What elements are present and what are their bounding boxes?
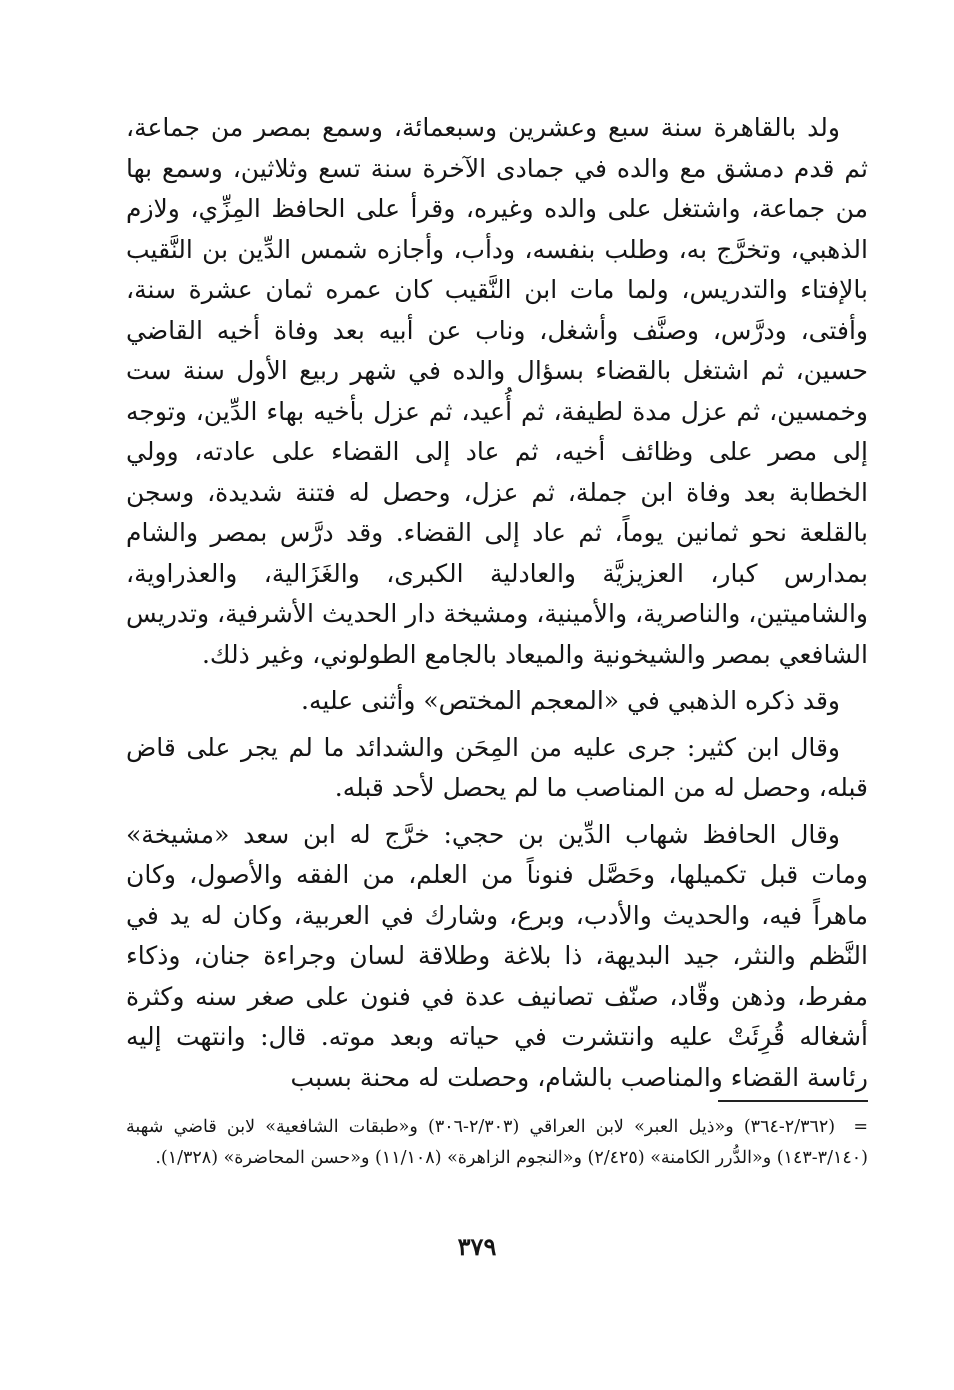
page-number: ٣٧٩ — [457, 1232, 497, 1261]
footnote-continuation-marker: = — [853, 1117, 868, 1137]
footnote — [126, 1112, 868, 1174]
footnote-text: (٢/٣٦٢-٣٦٤) و«ذيل العبر» لابن العراقي (٢/٣٠٣-٣٠٦) و«طبقات الشافعية» لابن قاضي شهبة (٣/١٤٠-١٤٣) و«الدُّرر الكامنة» (٢/٤٢٥) و«النجوم الزاهرة» (١١/١٠٨) و«حسن المحاضرة» (١/٣٢٨). — [126, 1117, 868, 1168]
biography-paragraph: ولد بالقاهرة سنة سبع وعشرين وسبعمائة، وسمع بمصر من جماعة، ثم قدم دمشق مع والده في جمادى الآخرة سنة تسع وثلاثين، وسمع بها من جماعة، واشتغل على والده وغيره، وقرأ على الحافظ المِزِّي، ولازم الذهبي، وتخرَّج به، وطلب بنفسه، ودأب، وأجازه شمس الدِّين بن النَّقيب بالإفتاء والتدريس، ولما مات ابن النَّقيب كان عمره ثمان عشرة سنة، وأفتى، ودرَّس، وصنَّف وأشغل، وناب عن أبيه بعد وفاة أخيه القاضي حسين، ثم اشتغل بالقضاء بسؤال والده في شهر ربيع الأول سنة ست وخمسين، ثم عزل مدة لطيفة، ثم أُعيد، ثم عزل بأخيه بهاء الدِّين، وتوجه إلى مصر على وظائف أخيه، ثم عاد إلى القضاء على عادته، وولي الخطابة بعد وفاة ابن جملة، ثم عزل، وحصل له فتنة شديدة، وسجن بالقلعة نحو ثمانين يوماً، ثم عاد إلى القضاء. وقد درَّس بمصر والشام بمدارس كبار، العزيزيَّة والعادلية الكبرى، والغَزَالية، والعذراوية، والشاميتين، والناصرية، والأمينية، ومشيخة دار الحديث الأشرفية، وتدريس الشافعي بمصر والشيخونية والميعاد بالجامع الطولوني، وغير ذلك. — [126, 113, 868, 669]
ibn-kathir-quote-paragraph: وقال ابن كثير: جرى عليه من المِحَن والشدائد ما لم يجر على قاض قبله، وحصل له من المناصب ما لم يحصل لأحد قبله. — [126, 732, 868, 802]
main-text — [126, 108, 868, 1098]
ibn-hijji-quote-paragraph: وقال الحافظ شهاب الدِّين بن حجي: خرَّج له ابن سعد «مشيخة» ومات قبل تكميلها، وحَصَّل فنوناً من العلم، من الفقه والأصول، وكان ماهراً فيه، والحديث والأدب، وبرع، وشارك في العربية، وكان له يد في النَّظم والنثر، جيد البديهة، ذا بلاغة وطلاقة لسان وجراءة جنان، وذكاء مفرط، وذهن وقّاد، صنّف تصانيف عدة في فنون على صغر سنه وكثرة أشغاله قُرِئَتْ عليه وانتشرت في حياته وبعد موته. قال: وانتهت إليه رئاسة القضاء والمناصب بالشام، وحصلت له محنة بسبب — [126, 819, 868, 1092]
dhahabi-mention-paragraph: وقد ذكره الذهبي في «المعجم المختص» وأثنى عليه. — [301, 686, 840, 715]
footnote-separator — [718, 1100, 868, 1102]
